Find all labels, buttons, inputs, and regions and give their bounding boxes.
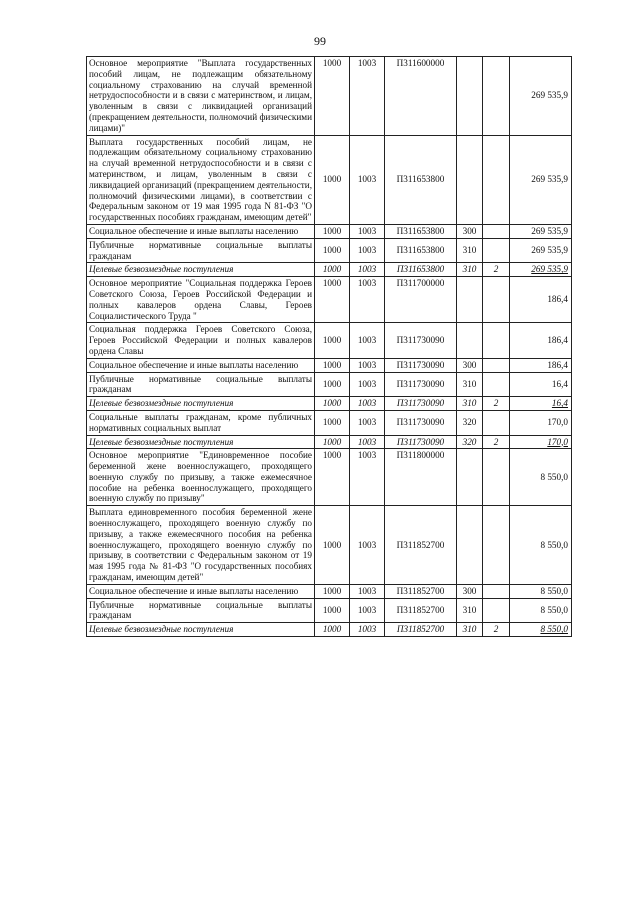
row-funding-code: 2	[483, 623, 510, 637]
row-expense-type: 310	[457, 263, 483, 277]
row-amount: 16,4	[510, 372, 572, 397]
row-amount: 186,4	[510, 323, 572, 358]
row-section: 1000	[315, 506, 350, 585]
row-target-article: П311730090	[385, 410, 457, 435]
row-name: Целевые безвозмездные поступления	[87, 623, 315, 637]
table-row	[87, 57, 572, 136]
row-target-article: П311600000	[385, 57, 457, 136]
row-section: 1000	[315, 135, 350, 224]
row-name: Целевые безвозмездные поступления	[87, 263, 315, 277]
row-subsection: 1003	[350, 435, 385, 449]
row-section: 1000	[315, 435, 350, 449]
row-subsection: 1003	[350, 57, 385, 136]
row-section: 1000	[315, 623, 350, 637]
row-section: 1000	[315, 410, 350, 435]
row-expense-type: 300	[457, 224, 483, 238]
row-target-article: П311653800	[385, 224, 457, 238]
row-amount: 269 535,9	[510, 238, 572, 263]
row-name: Социальное обеспечение и иные выплаты населению	[87, 584, 315, 598]
row-target-article: П311700000	[385, 277, 457, 323]
row-section: 1000	[315, 323, 350, 358]
table-row	[87, 598, 572, 623]
table-row	[87, 277, 572, 323]
row-section: 1000	[315, 584, 350, 598]
table-row	[87, 323, 572, 358]
row-target-article: П311653800	[385, 135, 457, 224]
table-row	[87, 449, 572, 506]
table-row	[87, 224, 572, 238]
row-target-article: П311730090	[385, 323, 457, 358]
row-target-article: П311730090	[385, 372, 457, 397]
row-expense-type: 300	[457, 584, 483, 598]
row-expense-type: 310	[457, 623, 483, 637]
row-funding-code: 2	[483, 435, 510, 449]
table-row	[87, 623, 572, 637]
table-row	[87, 358, 572, 372]
row-funding-code	[483, 598, 510, 623]
row-target-article: П311800000	[385, 449, 457, 506]
row-subsection: 1003	[350, 623, 385, 637]
row-target-article: П311852700	[385, 506, 457, 585]
row-amount: 8 550,0	[510, 506, 572, 585]
row-target-article: П311852700	[385, 584, 457, 598]
row-subsection: 1003	[350, 323, 385, 358]
budget-table-body	[87, 57, 572, 637]
row-amount: 8 550,0	[510, 623, 572, 637]
row-subsection: 1003	[350, 238, 385, 263]
row-expense-type: 320	[457, 410, 483, 435]
row-target-article: П311730090	[385, 358, 457, 372]
row-funding-code	[483, 372, 510, 397]
row-amount: 186,4	[510, 277, 572, 323]
row-expense-type	[457, 135, 483, 224]
row-amount: 8 550,0	[510, 584, 572, 598]
table-row	[87, 263, 572, 277]
row-section: 1000	[315, 277, 350, 323]
row-expense-type: 310	[457, 598, 483, 623]
row-amount: 16,4	[510, 397, 572, 411]
row-name: Публичные нормативные социальные выплаты гражданам	[87, 238, 315, 263]
row-expense-type: 320	[457, 435, 483, 449]
row-funding-code	[483, 506, 510, 585]
row-name: Выплата государственных пособий лицам, не подлежащим обязательному социальному страхованию на случай временной нетрудоспособности и в связи с материнством, и лицам, уволенным в связи с ликвидацией организаций (прекращением деятельности, полномочий физическими лицами), в соответствии с Федеральным законом от 19 мая 1995 года N 81-ФЗ "О государственных пособиях гражданам, имеющим детей"	[87, 135, 315, 224]
row-name: Основное мероприятие "Выплата государственных пособий лицам, не подлежащим обязательному социальному страхованию на случай временной нетрудоспособности и в связи с материнством, и лицам, уволенным в связи с ликвидацией организаций (прекращением деятельности, полномочий физическими лицами)"	[87, 57, 315, 136]
row-name: Публичные нормативные социальные выплаты гражданам	[87, 598, 315, 623]
row-name: Социальное обеспечение и иные выплаты населению	[87, 358, 315, 372]
row-expense-type: 310	[457, 372, 483, 397]
row-expense-type	[457, 506, 483, 585]
row-subsection: 1003	[350, 224, 385, 238]
table-row	[87, 410, 572, 435]
table-row	[87, 506, 572, 585]
row-expense-type: 310	[457, 238, 483, 263]
row-subsection: 1003	[350, 449, 385, 506]
row-subsection: 1003	[350, 135, 385, 224]
row-amount: 269 535,9	[510, 57, 572, 136]
row-expense-type: 310	[457, 397, 483, 411]
row-funding-code	[483, 224, 510, 238]
row-target-article: П311852700	[385, 598, 457, 623]
row-funding-code	[483, 449, 510, 506]
row-funding-code	[483, 277, 510, 323]
row-name: Целевые безвозмездные поступления	[87, 435, 315, 449]
row-section: 1000	[315, 449, 350, 506]
row-section: 1000	[315, 224, 350, 238]
row-expense-type: 300	[457, 358, 483, 372]
table-row	[87, 372, 572, 397]
row-amount: 170,0	[510, 410, 572, 435]
row-amount: 269 535,9	[510, 135, 572, 224]
row-amount: 186,4	[510, 358, 572, 372]
row-target-article: П311852700	[385, 623, 457, 637]
row-section: 1000	[315, 372, 350, 397]
row-expense-type	[457, 277, 483, 323]
row-section: 1000	[315, 263, 350, 277]
table-row	[87, 435, 572, 449]
row-name: Целевые безвозмездные поступления	[87, 397, 315, 411]
row-funding-code	[483, 57, 510, 136]
row-funding-code	[483, 410, 510, 435]
table-row	[87, 238, 572, 263]
table-row	[87, 397, 572, 411]
row-target-article: П311653800	[385, 238, 457, 263]
row-expense-type	[457, 449, 483, 506]
row-subsection: 1003	[350, 277, 385, 323]
row-name: Социальное обеспечение и иные выплаты населению	[87, 224, 315, 238]
row-name: Основное мероприятие "Единовременное пособие беременной жене военнослужащего, проходящего военную службу по призыву, а также ежемесячное пособие на ребенка военнослужащего, проходящего военную службу по призыву"	[87, 449, 315, 506]
row-funding-code	[483, 584, 510, 598]
table-row	[87, 135, 572, 224]
row-section: 1000	[315, 238, 350, 263]
row-funding-code	[483, 238, 510, 263]
row-subsection: 1003	[350, 372, 385, 397]
row-amount: 8 550,0	[510, 449, 572, 506]
row-subsection: 1003	[350, 397, 385, 411]
row-target-article: П311653800	[385, 263, 457, 277]
row-funding-code: 2	[483, 263, 510, 277]
row-expense-type	[457, 57, 483, 136]
row-amount: 269 535,9	[510, 224, 572, 238]
row-funding-code	[483, 135, 510, 224]
row-name: Выплата единовременного пособия беременной жене военнослужащего, проходящего военную службу по призыву, а также ежемесячного пособия на ребенка военнослужащего, проходящего военную службу по призыву, в соответствии с Федеральным законом от 19 мая 1995 года № 81-ФЗ "О государственных пособиях гражданам, имеющим детей"	[87, 506, 315, 585]
row-amount: 8 550,0	[510, 598, 572, 623]
row-section: 1000	[315, 358, 350, 372]
row-subsection: 1003	[350, 263, 385, 277]
page-number: 99	[314, 34, 326, 48]
row-name: Основное мероприятие "Социальная поддержка Героев Советского Союза, Героев Российской Федерации и полных кавалеров ордена Славы, Героев Социалистического Труда "	[87, 277, 315, 323]
row-section: 1000	[315, 598, 350, 623]
row-section: 1000	[315, 397, 350, 411]
row-amount: 269 535,9	[510, 263, 572, 277]
row-target-article: П311730090	[385, 435, 457, 449]
row-subsection: 1003	[350, 584, 385, 598]
row-funding-code	[483, 358, 510, 372]
table-row	[87, 584, 572, 598]
row-name: Социальные выплаты гражданам, кроме публичных нормативных социальных выплат	[87, 410, 315, 435]
row-subsection: 1003	[350, 506, 385, 585]
row-name: Публичные нормативные социальные выплаты гражданам	[87, 372, 315, 397]
row-target-article: П311730090	[385, 397, 457, 411]
row-subsection: 1003	[350, 598, 385, 623]
row-funding-code: 2	[483, 397, 510, 411]
row-expense-type	[457, 323, 483, 358]
row-subsection: 1003	[350, 410, 385, 435]
row-name: Социальная поддержка Героев Советского Союза, Героев Российской Федерации и полных кавалеров ордена Славы	[87, 323, 315, 358]
budget-table	[86, 56, 572, 637]
row-amount: 170,0	[510, 435, 572, 449]
row-subsection: 1003	[350, 358, 385, 372]
row-funding-code	[483, 323, 510, 358]
row-section: 1000	[315, 57, 350, 136]
